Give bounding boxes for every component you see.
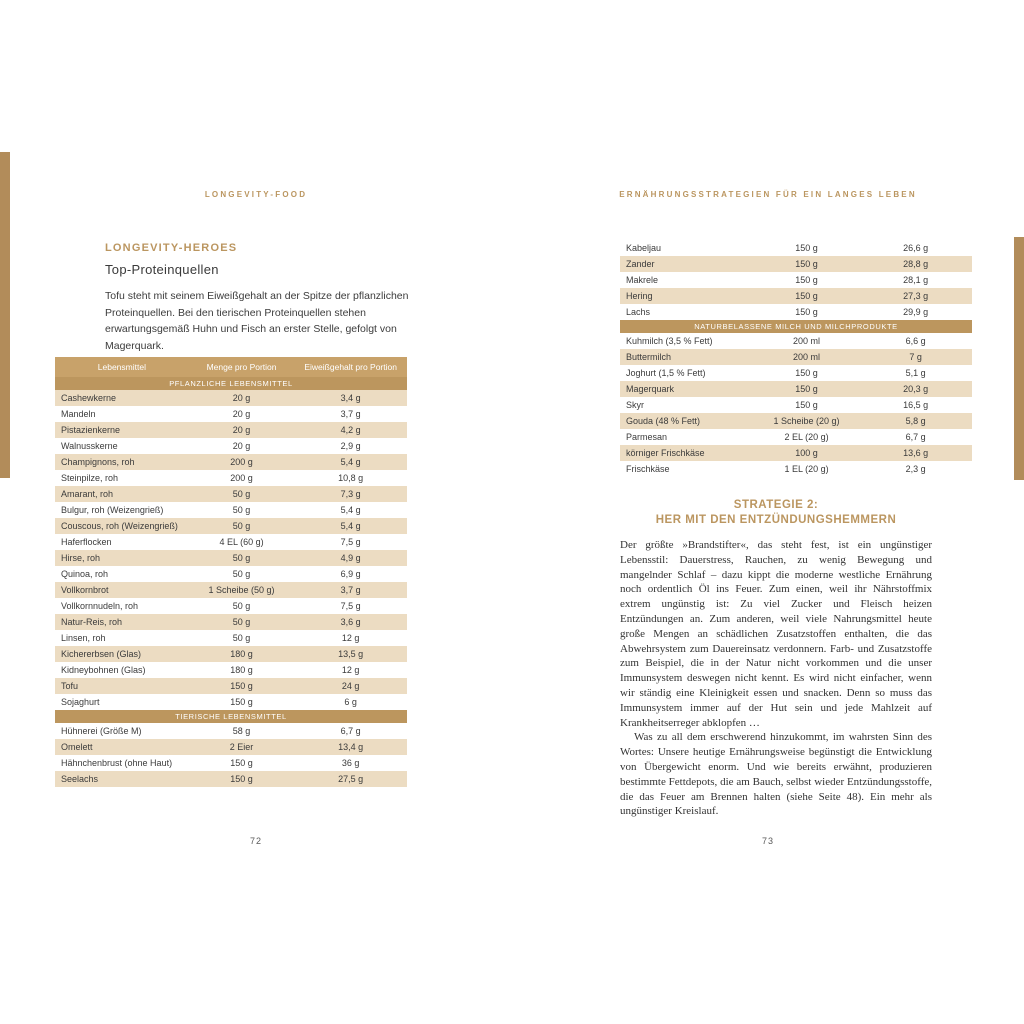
cell-protein: 20,3 g: [859, 381, 972, 397]
cell-protein: 6,7 g: [905, 432, 926, 442]
cell-protein: 5,8 g: [859, 413, 972, 429]
table-row: [620, 333, 972, 349]
cell-protein: 28,8 g: [859, 256, 972, 272]
table-row: [620, 349, 972, 365]
table-row: [620, 304, 972, 320]
cell-food: Joghurt (1,5 % Fett): [626, 368, 706, 378]
cell-food: Seelachs: [55, 771, 189, 787]
cell-amount: 150 g: [189, 678, 295, 694]
page-number-left: 72: [249, 836, 262, 846]
cell-amount: 200 ml: [793, 336, 821, 346]
cell-amount: 50 g: [232, 505, 251, 515]
cell-amount: 20 g: [232, 409, 251, 419]
cell-food: Steinpilze, roh: [61, 473, 119, 483]
cell-protein: 28,1 g: [903, 275, 929, 285]
table-row: [620, 288, 972, 304]
strategy-heading-line1: STRATEGIE 2:: [733, 499, 819, 511]
cell-amount: 50 g: [232, 569, 251, 579]
cell-protein: 5,4 g: [294, 518, 407, 534]
cell-protein: 7 g: [859, 349, 972, 365]
cell-food: Sojaghurt: [61, 697, 100, 707]
table-row: [55, 614, 407, 630]
cell-amount: 150 g: [795, 243, 818, 253]
running-head-left: LONGEVITY-FOOD: [204, 190, 308, 199]
cell-food: Hering: [620, 288, 754, 304]
cell-food: Pistazienkerne: [55, 422, 189, 438]
table-row: [55, 390, 407, 406]
cell-food: Walnusskerne: [61, 441, 118, 451]
cell-amount: 50 g: [189, 614, 295, 630]
intro-paragraph: Tofu steht mit seinem Eiweißgehalt an der Spitze der pflanzlichen Proteinquellen. Bei den tierischen Proteinquellen stehen erwartungsgemäß Huhn und Fisch an erster Stelle, gefolgt von Magerquark.: [105, 290, 409, 352]
table-row: [620, 365, 972, 381]
cell-protein: 26,6 g: [903, 243, 929, 253]
table-row: [55, 678, 407, 694]
cell-protein: 3,4 g: [294, 390, 407, 406]
cell-food: Magerquark: [620, 381, 754, 397]
cell-food: Makrele: [626, 275, 659, 285]
table-row: [55, 662, 407, 678]
cell-amount: 150 g: [754, 381, 860, 397]
cell-food: Mandeln: [61, 409, 96, 419]
table-row: [55, 739, 407, 755]
cell-protein: 29,9 g: [903, 307, 929, 317]
table-row: [55, 550, 407, 566]
cell-amount: 4 EL (60 g): [219, 537, 264, 547]
cell-food: Bulgur, roh (Weizengrieß): [61, 505, 164, 515]
cell-protein: 27,3 g: [859, 288, 972, 304]
cell-food: Amarant, roh: [55, 486, 189, 502]
cell-amount: 200 g: [189, 454, 295, 470]
table-row: [620, 272, 972, 288]
cell-protein: 2,9 g: [340, 441, 361, 451]
table-row: [55, 755, 407, 771]
table-row: [620, 445, 972, 461]
cell-food: Kabeljau: [626, 243, 662, 253]
cell-amount: 58 g: [232, 726, 251, 736]
cell-food: Omelett: [55, 739, 189, 755]
cell-amount: 1 Scheibe (20 g): [754, 413, 860, 429]
cell-amount: 20 g: [189, 390, 295, 406]
table-row: [55, 518, 407, 534]
table-header-row: [55, 357, 407, 377]
section-subheading: Top-Proteinquellen: [105, 262, 219, 277]
cell-amount: 150 g: [754, 288, 860, 304]
table-section-row: [620, 320, 972, 333]
running-head-right: ERNÄHRUNGSSTRATEGIEN FÜR EIN LANGES LEBEN: [619, 190, 917, 199]
cell-food: Haferflocken: [61, 537, 112, 547]
table-row: [55, 566, 407, 582]
cell-protein: 6,6 g: [905, 336, 926, 346]
table-row: [55, 438, 407, 454]
body-paragraph: Was zu all dem erschwerend hinzukommt, im wahrsten Sinn des Wortes: Unsere heutige Ernährungsweise begünstigt die Entwicklung von Übergewicht enorm. Und wie bereits erwähnt, produzieren bestimmte Fettdepots, die am Bauch, selbst wieder Entzündungsstoffe, die das Feuer am Brennen halten (siehe Seite 48). Ein mehr als ungünstiger Kreislauf.: [620, 731, 932, 818]
cell-food: Hühnerei (Größe M): [61, 726, 142, 736]
cell-food: Vollkornbrot: [55, 582, 189, 598]
cell-protein: 4,9 g: [294, 550, 407, 566]
table-row: [620, 381, 972, 397]
cell-protein: 6,7 g: [340, 726, 361, 736]
cell-food: Kidneybohnen (Glas): [61, 665, 146, 675]
cell-protein: 7,5 g: [340, 537, 361, 547]
cell-amount: 1 EL (20 g): [784, 464, 829, 474]
cell-protein: 12 g: [341, 665, 360, 675]
cell-food: Gouda (48 % Fett): [620, 413, 754, 429]
cell-amount: 150 g: [754, 256, 860, 272]
cell-food: Linsen, roh: [61, 633, 106, 643]
strategy-heading: [620, 498, 932, 528]
table-row: [55, 534, 407, 550]
table-row: [620, 240, 972, 256]
table-row: [55, 771, 407, 787]
cell-protein: 7,5 g: [340, 601, 361, 611]
cell-amount: 50 g: [189, 518, 295, 534]
table-row: [620, 429, 972, 445]
cell-protein: 12 g: [341, 633, 360, 643]
cell-amount: 20 g: [232, 441, 251, 451]
cell-food: Kichererbsen (Glas): [55, 646, 189, 662]
table-section-title: TIERISCHE LEBENSMITTEL: [55, 710, 407, 723]
column-header: Eiweißgehalt pro Portion: [294, 357, 407, 377]
table-row: [620, 413, 972, 429]
cell-protein: 13,5 g: [294, 646, 407, 662]
cell-protein: 27,5 g: [294, 771, 407, 787]
cell-amount: 150 g: [795, 368, 818, 378]
cell-amount: 150 g: [230, 697, 253, 707]
cell-food: Zander: [620, 256, 754, 272]
cell-protein: 6 g: [344, 697, 357, 707]
cell-amount: 50 g: [232, 601, 251, 611]
body-paragraph: Der größte »Brandstifter«, das steht fest, ist ein ungünstiger Lebensstil: Dauerstress, Rauchen, zu wenig Bewegung und mangelnder Schlaf – dazu kippt die moderne westliche Ernährung noch ordentlich Öl ins Feuer. Zum einen, weil ihr Nährstoffmix extrem ungünstig ist: Zu viel Zucker und Fleisch heizen Entzündungen an. Zum anderen, weil viele Nahrungsmittel heute große Mengen an schädlichen Zusatzstoffen enthalten, die das Abwehrsystem zum Dauereinsatz verdonnern. Farb- und Zusatzstoffe zum Beispiel, die in der Natur nicht vorkommen und die unser Immunsystem deswegen nicht kennt. Es wird nicht einfacher, wenn wir ständig eine Kleinigkeit essen und snacken. Denn so muss das Immunsystem immer auf der Hut sein und jede Mahlzeit auf Krankheitserreger abklopfen …: [620, 539, 932, 729]
table-section-row: [55, 377, 407, 390]
cell-amount: 50 g: [189, 550, 295, 566]
cell-food: Frischkäse: [626, 464, 670, 474]
cell-food: Vollkornnudeln, roh: [61, 601, 139, 611]
cell-protein: 13,6 g: [859, 445, 972, 461]
cell-amount: 150 g: [795, 400, 818, 410]
cell-amount: 100 g: [754, 445, 860, 461]
cell-amount: 180 g: [189, 646, 295, 662]
cell-amount: 200 g: [230, 473, 253, 483]
table-row: [55, 502, 407, 518]
strategy-heading-line2: HER MIT DEN ENTZÜNDUNGSHEMMERN: [655, 514, 897, 526]
cell-amount: 150 g: [189, 771, 295, 787]
cell-protein: 16,5 g: [903, 400, 929, 410]
cell-protein: 10,8 g: [338, 473, 364, 483]
cell-protein: 2,3 g: [905, 464, 926, 474]
cell-food: körniger Frischkäse: [620, 445, 754, 461]
page-number-right: 73: [761, 836, 774, 846]
table-row: [55, 422, 407, 438]
cell-food: Cashewkerne: [55, 390, 189, 406]
cell-protein: 6,9 g: [340, 569, 361, 579]
table-row: [55, 406, 407, 422]
column-header: Menge pro Portion: [189, 357, 295, 377]
left-bookmark-tab: [0, 152, 10, 478]
table-section-title: PFLANZLICHE LEBENSMITTEL: [55, 377, 407, 390]
cell-protein: 5,4 g: [294, 454, 407, 470]
table-row: [620, 397, 972, 413]
cell-amount: 200 ml: [754, 349, 860, 365]
cell-food: Parmesan: [626, 432, 668, 442]
section-heading: LONGEVITY-HEROES: [105, 242, 238, 254]
cell-protein: 7,3 g: [294, 486, 407, 502]
table-row: [55, 694, 407, 710]
cell-food: Couscous, roh (Weizengrieß): [55, 518, 189, 534]
cell-protein: 5,1 g: [905, 368, 926, 378]
table-row: [55, 598, 407, 614]
cell-amount: 50 g: [232, 633, 251, 643]
cell-food: Kuhmilch (3,5 % Fett): [626, 336, 713, 346]
cell-protein: 13,4 g: [294, 739, 407, 755]
cell-food: Hähnchenbrust (ohne Haut): [61, 758, 173, 768]
cell-food: Hirse, roh: [55, 550, 189, 566]
right-bookmark-tab: [1014, 237, 1024, 480]
table-row: [55, 646, 407, 662]
protein-table-left: [55, 357, 407, 787]
cell-food: Lachs: [626, 307, 651, 317]
cell-amount: 50 g: [189, 486, 295, 502]
cell-protein: 5,4 g: [340, 505, 361, 515]
cell-protein: 3,7 g: [294, 582, 407, 598]
table-section-title: NATURBELASSENE MILCH UND MILCHPRODUKTE: [620, 320, 972, 333]
strategy-body: [620, 538, 932, 819]
cell-food: Quinoa, roh: [61, 569, 109, 579]
cell-food: Skyr: [626, 400, 644, 410]
cell-protein: 3,6 g: [294, 614, 407, 630]
cell-food: Champignons, roh: [55, 454, 189, 470]
cell-protein: 3,7 g: [340, 409, 361, 419]
cell-amount: 2 EL (20 g): [784, 432, 829, 442]
table-row: [55, 470, 407, 486]
cell-amount: 1 Scheibe (50 g): [189, 582, 295, 598]
cell-food: Tofu: [55, 678, 189, 694]
table-row: [620, 461, 972, 477]
table-row: [55, 723, 407, 739]
table-row: [55, 454, 407, 470]
cell-food: Buttermilch: [620, 349, 754, 365]
cell-amount: 150 g: [795, 275, 818, 285]
cell-protein: 36 g: [341, 758, 360, 768]
table-row: [55, 486, 407, 502]
cell-protein: 4,2 g: [294, 422, 407, 438]
cell-protein: 24 g: [294, 678, 407, 694]
cell-amount: 20 g: [189, 422, 295, 438]
cell-amount: 150 g: [795, 307, 818, 317]
table-row: [620, 256, 972, 272]
protein-table-right: [620, 240, 972, 477]
cell-amount: 2 Eier: [189, 739, 295, 755]
column-header: Lebensmittel: [55, 357, 189, 377]
table-row: [55, 582, 407, 598]
cell-amount: 150 g: [230, 758, 253, 768]
cell-food: Natur-Reis, roh: [55, 614, 189, 630]
table-section-row: [55, 710, 407, 723]
table-row: [55, 630, 407, 646]
cell-amount: 180 g: [230, 665, 253, 675]
